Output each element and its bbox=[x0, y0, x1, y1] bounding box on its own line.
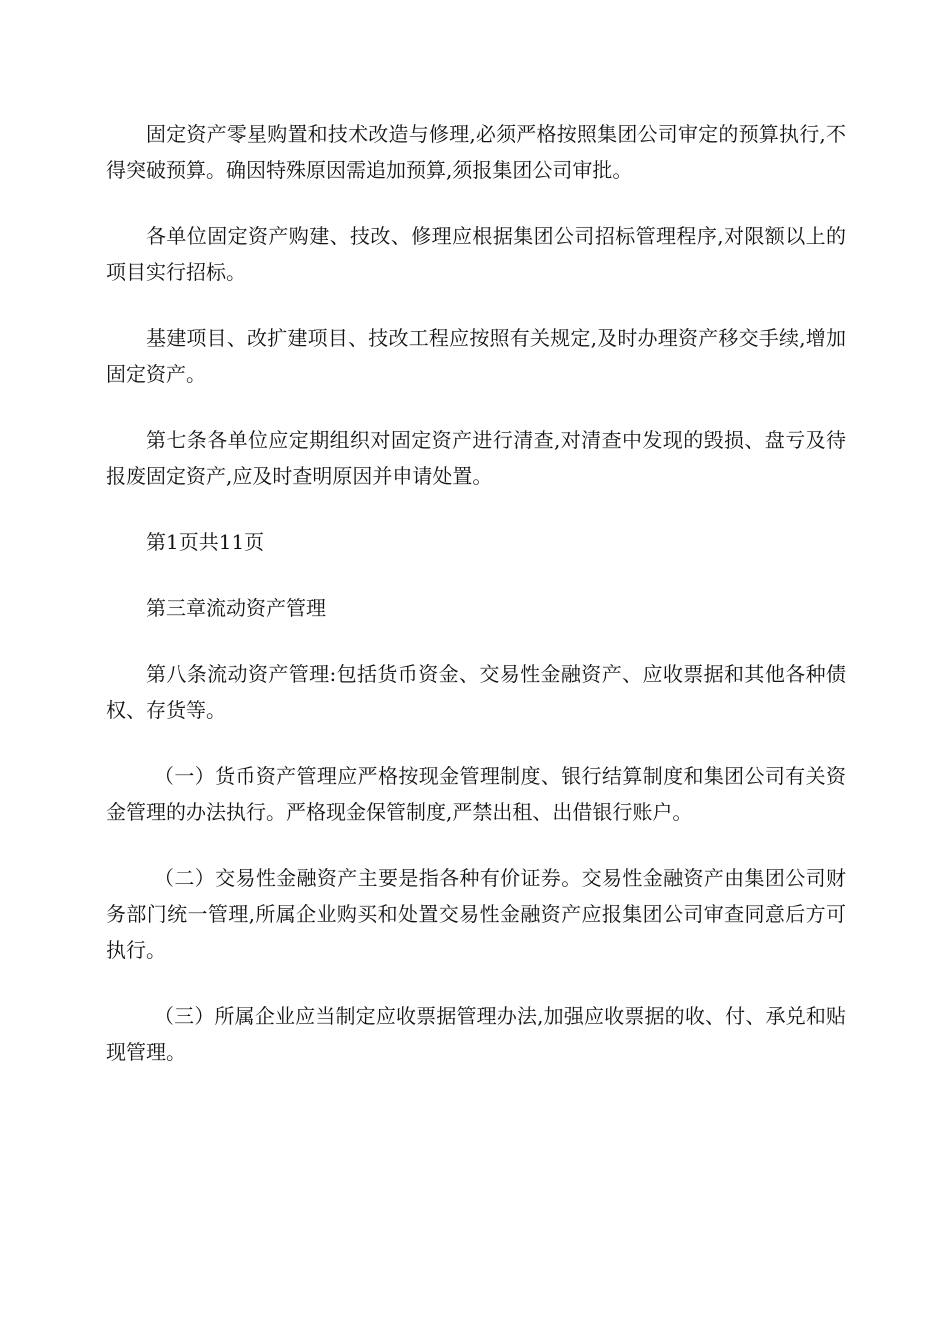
page-number: 第1页共11页 bbox=[146, 530, 265, 554]
chapter-heading: 第三章流动资产管理 bbox=[146, 596, 326, 620]
paragraph-article-8: 第八条流动资产管理:包括货币资金、交易性金融资产、应收票据和其他各种债权、存货等。 bbox=[106, 662, 846, 722]
paragraph-item-1: （一）货币资产管理应严格按现金管理制度、银行结算制度和集团公司有关资金管理的办法执行。严格现金保管制度,严禁出租、出借银行账户。 bbox=[106, 764, 846, 824]
paragraph-bidding: 各单位固定资产购建、技改、修理应根据集团公司招标管理程序,对限额以上的项目实行招标。 bbox=[106, 224, 846, 284]
paragraph-item-2: （二）交易性金融资产主要是指各种有价证券。交易性金融资产由集团公司财务部门统一管理,所属企业购买和处置交易性金融资产应报集团公司审查同意后方可执行。 bbox=[106, 866, 846, 962]
paragraph-article-7: 第七条各单位应定期组织对固定资产进行清查,对清查中发现的毁损、盘亏及待报废固定资产,应及时查明原因并申请处置。 bbox=[106, 428, 846, 488]
paragraph-item-3: （三）所属企业应当制定应收票据管理办法,加强应收票据的收、付、承兑和贴现管理。 bbox=[106, 1004, 846, 1064]
paragraph-budget-execution: 固定资产零星购置和技术改造与修理,必须严格按照集团公司审定的预算执行,不得突破预算。确因特殊原因需追加预算,须报集团公司审批。 bbox=[106, 122, 846, 182]
document-body bbox=[106, 116, 846, 1100]
paragraph-asset-transfer: 基建项目、改扩建项目、技改工程应按照有关规定,及时办理资产移交手续,增加固定资产。 bbox=[106, 326, 846, 386]
